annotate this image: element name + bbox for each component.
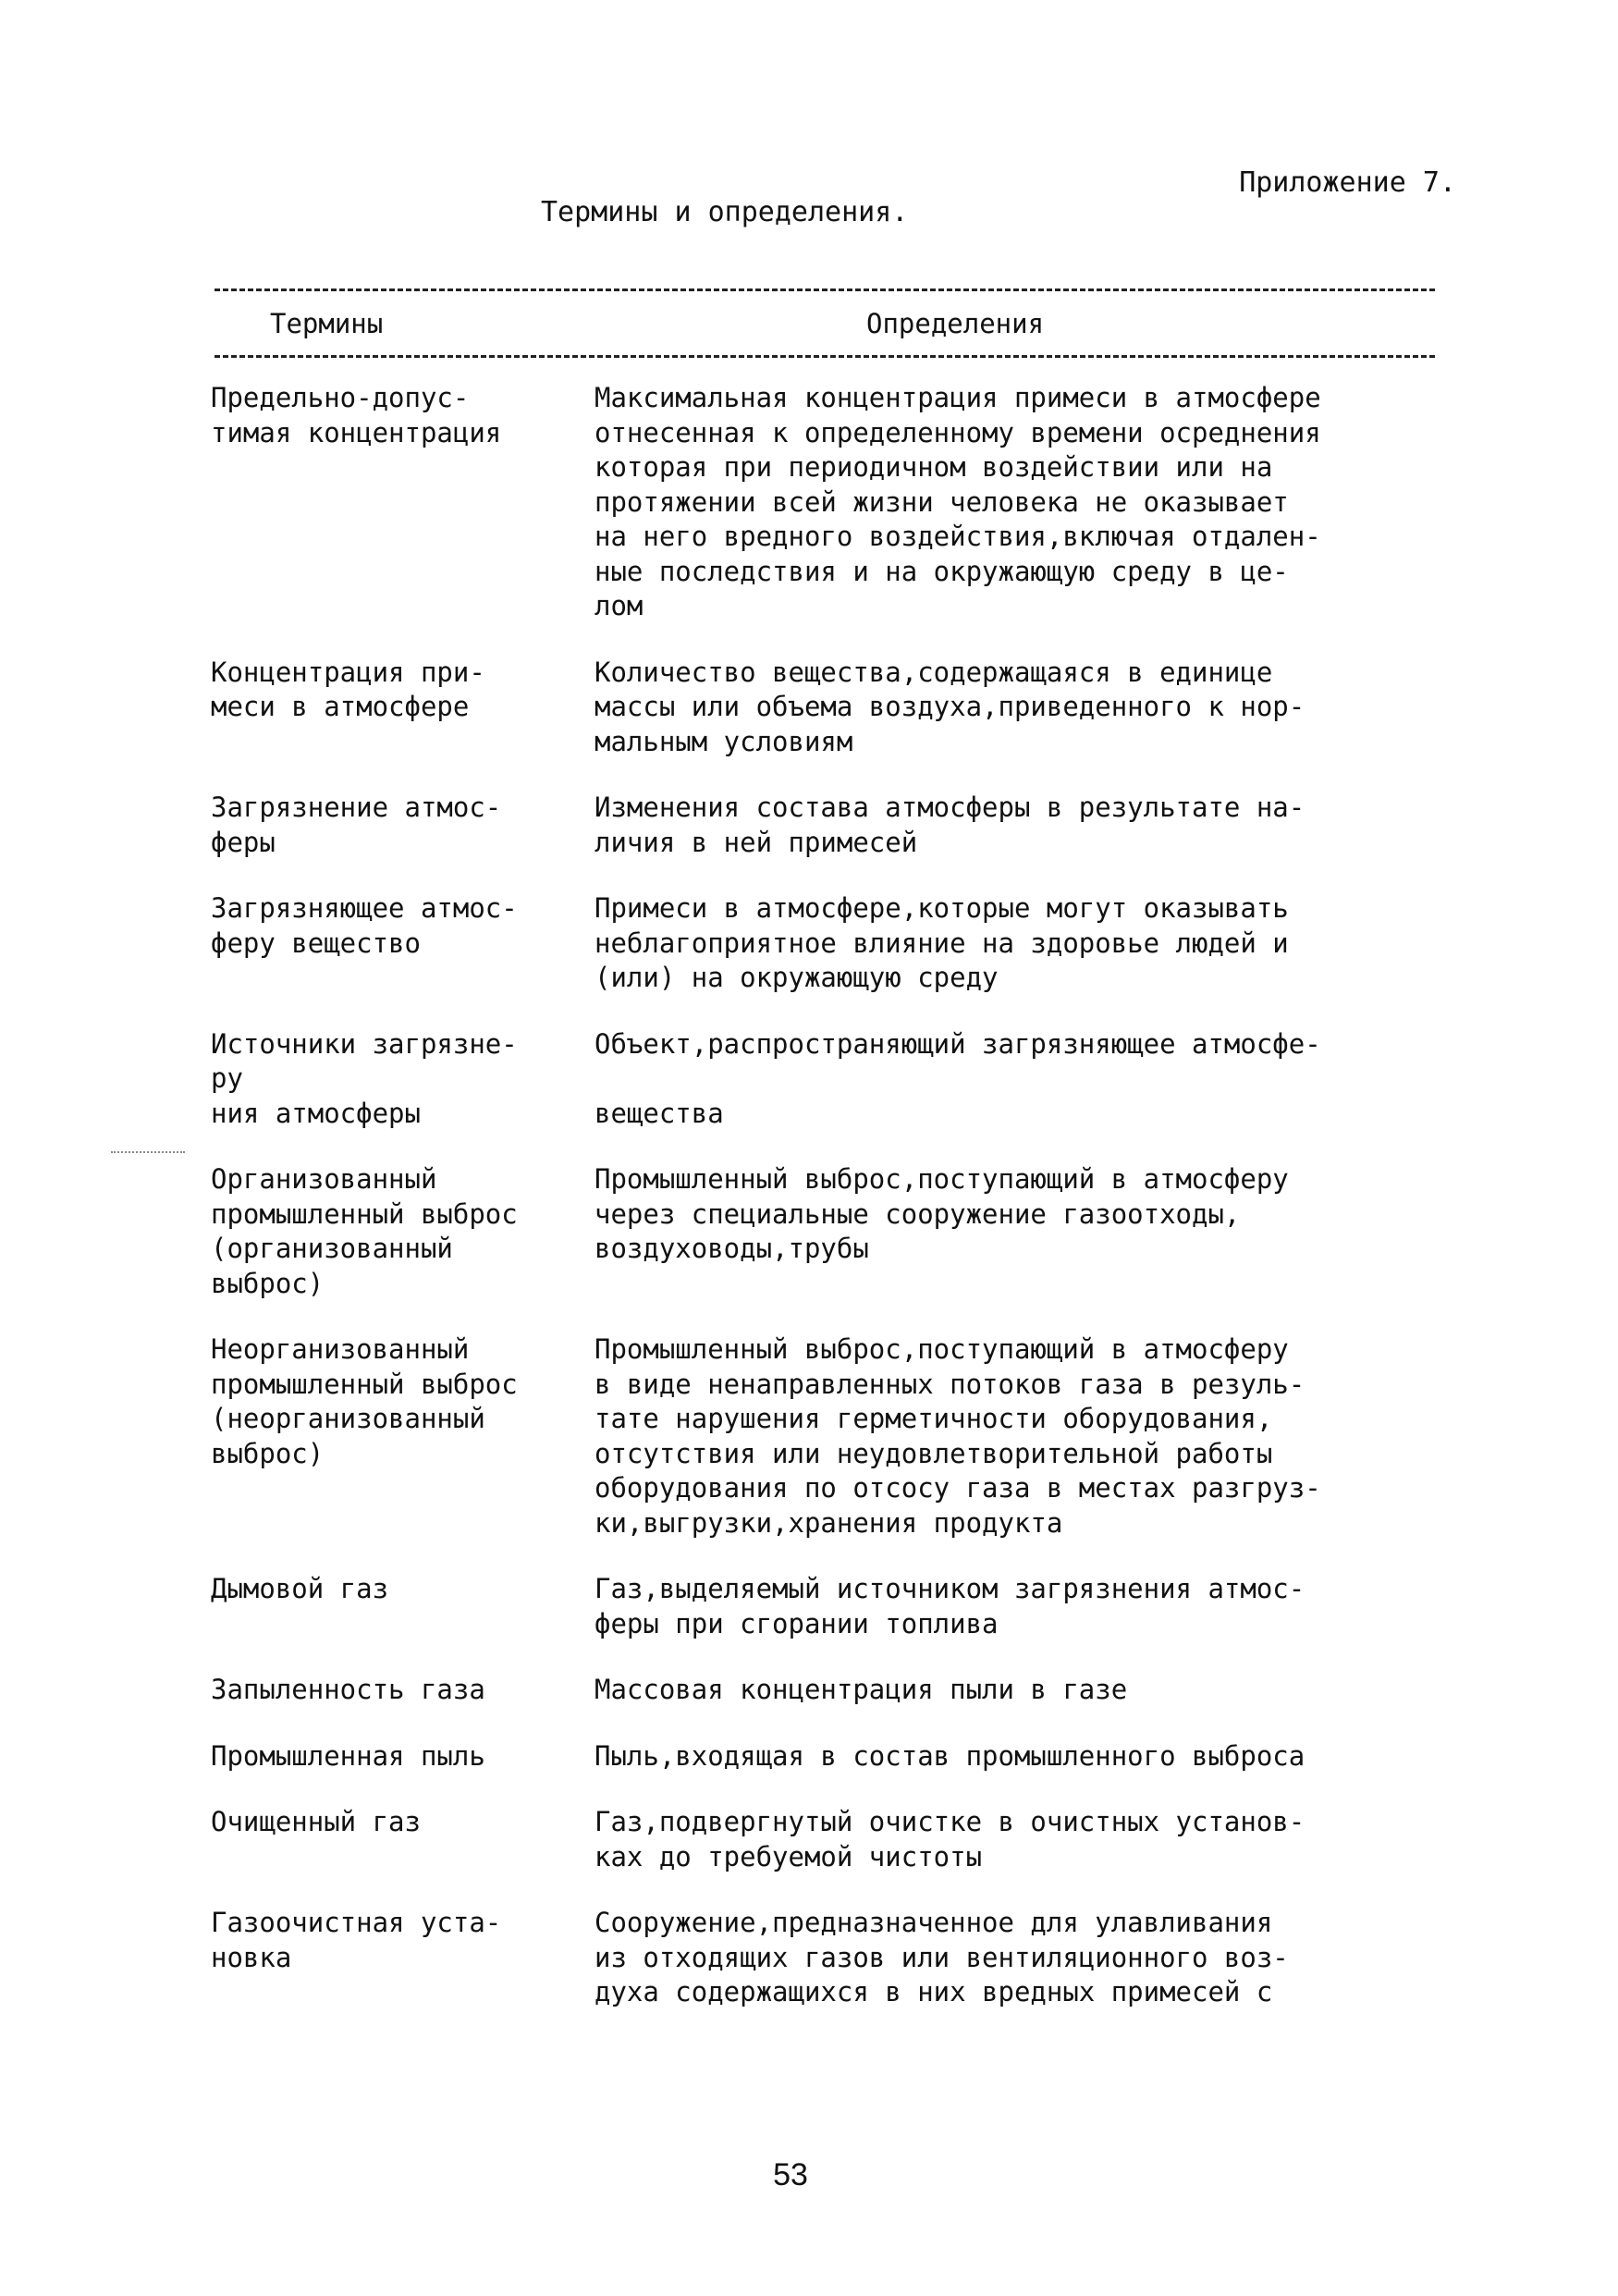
column-header-definitions: Определения [866, 308, 1045, 339]
term-cell: Концентрация при- меси в атмосфере [211, 656, 485, 722]
term-cell: Организованный промышленный выброс (организованный выброс) [211, 1163, 518, 1299]
table-row [211, 1332, 1450, 1541]
table-row [211, 791, 1450, 860]
scan-speck-marks [111, 1151, 185, 1157]
definition-cell: Пыль,входящая в состав промышленного выброса [594, 1739, 1305, 1772]
table-row [211, 1805, 1450, 1874]
term-cell: Загрязняющее атмос- феру вещество [211, 892, 518, 959]
definition-cell: Промышленный выброс,поступающий в атмосферу через специальные сооружение газоотходы, воздуховоды,трубы [594, 1163, 1289, 1264]
table-top-rule [215, 289, 1435, 291]
table-row [211, 1162, 1450, 1301]
term-cell: Неорганизованный промышленный выброс (неорганизованный выброс) [211, 1333, 518, 1469]
definition-cell: Количество вещества,содержащаяся в единице массы или объема воздуха,приведенного к нор- мальным условиям [594, 656, 1305, 757]
definition-cell: Примеси в атмосфере,которые могут оказывать неблагоприятное влияние на здоровье людей и (или) на окружающую среду [594, 892, 1289, 993]
terms-table [211, 381, 1450, 2042]
table-header [215, 308, 1435, 345]
term-cell: Запыленность газа [211, 1674, 485, 1705]
column-header-terms: Термины [270, 308, 384, 339]
term-cell: Предельно-допус- тимая концентрация [211, 382, 502, 448]
page-title: Термины и определения. [541, 196, 909, 228]
term-cell: Очищенный газ [211, 1806, 421, 1837]
page-number: 53 [773, 2157, 808, 2192]
table-row [211, 891, 1450, 996]
definition-cell: Массовая концентрация пыли в газе [594, 1674, 1128, 1705]
term-cell: Газоочистная уста- новка [211, 1907, 502, 1973]
term-cell: Промышленная пыль [211, 1739, 485, 1772]
table-header-rule [215, 355, 1435, 358]
term-cell: Дымовой газ [211, 1573, 389, 1604]
table-row [211, 656, 1450, 760]
definition-cell: Объект,распространяющий загрязняющее атмосфе- вещества [594, 1027, 1321, 1129]
table-row [211, 1673, 1450, 1708]
definition-cell: Газ,подвергнутый очистке в очистных установ- ках до требуемой чистоты [594, 1806, 1305, 1872]
definition-cell: Изменения состава атмосферы в результате на- личия в ней примесей [594, 792, 1305, 858]
table-row [211, 1027, 1450, 1132]
definition-cell: Максимальная концентрация примеси в атмосфере отнесенная к определенному времени осреднения которая при периодичном воздействии или на протяжении всей жизни человека не оказывает на него вредного воздействия,включая отдален- ные последствия и на окружающую среду в це- лом [594, 382, 1321, 621]
definition-cell: Промышленный выброс,поступающий в атмосферу в виде ненаправленных потоков газа в резуль- тате нарушения герметичности оборудования, отсутствия или неудовлетворительной работы оборудования по отсосу газа в местах разгруз- ки,выгрузки,хранения продукта [594, 1333, 1321, 1539]
definition-cell: Сооружение,предназначенное для улавливания из отходящих газов или вентиляционного воз- духа содержащихся в них вредных примесей с [594, 1907, 1289, 2007]
term-cell: Загрязнение атмос- феры [211, 792, 502, 858]
table-row [211, 381, 1450, 624]
table-row [211, 1906, 1450, 2010]
term-cell: Источники загрязне- ру ния атмосферы [211, 1027, 518, 1129]
table-row [211, 1572, 1450, 1641]
definition-cell: Газ,выделяемый источником загрязнения атмос- феры при сгорании топлива [594, 1573, 1305, 1639]
table-row [211, 1739, 1450, 1774]
appendix-label: Приложение 7. [1239, 166, 1456, 199]
